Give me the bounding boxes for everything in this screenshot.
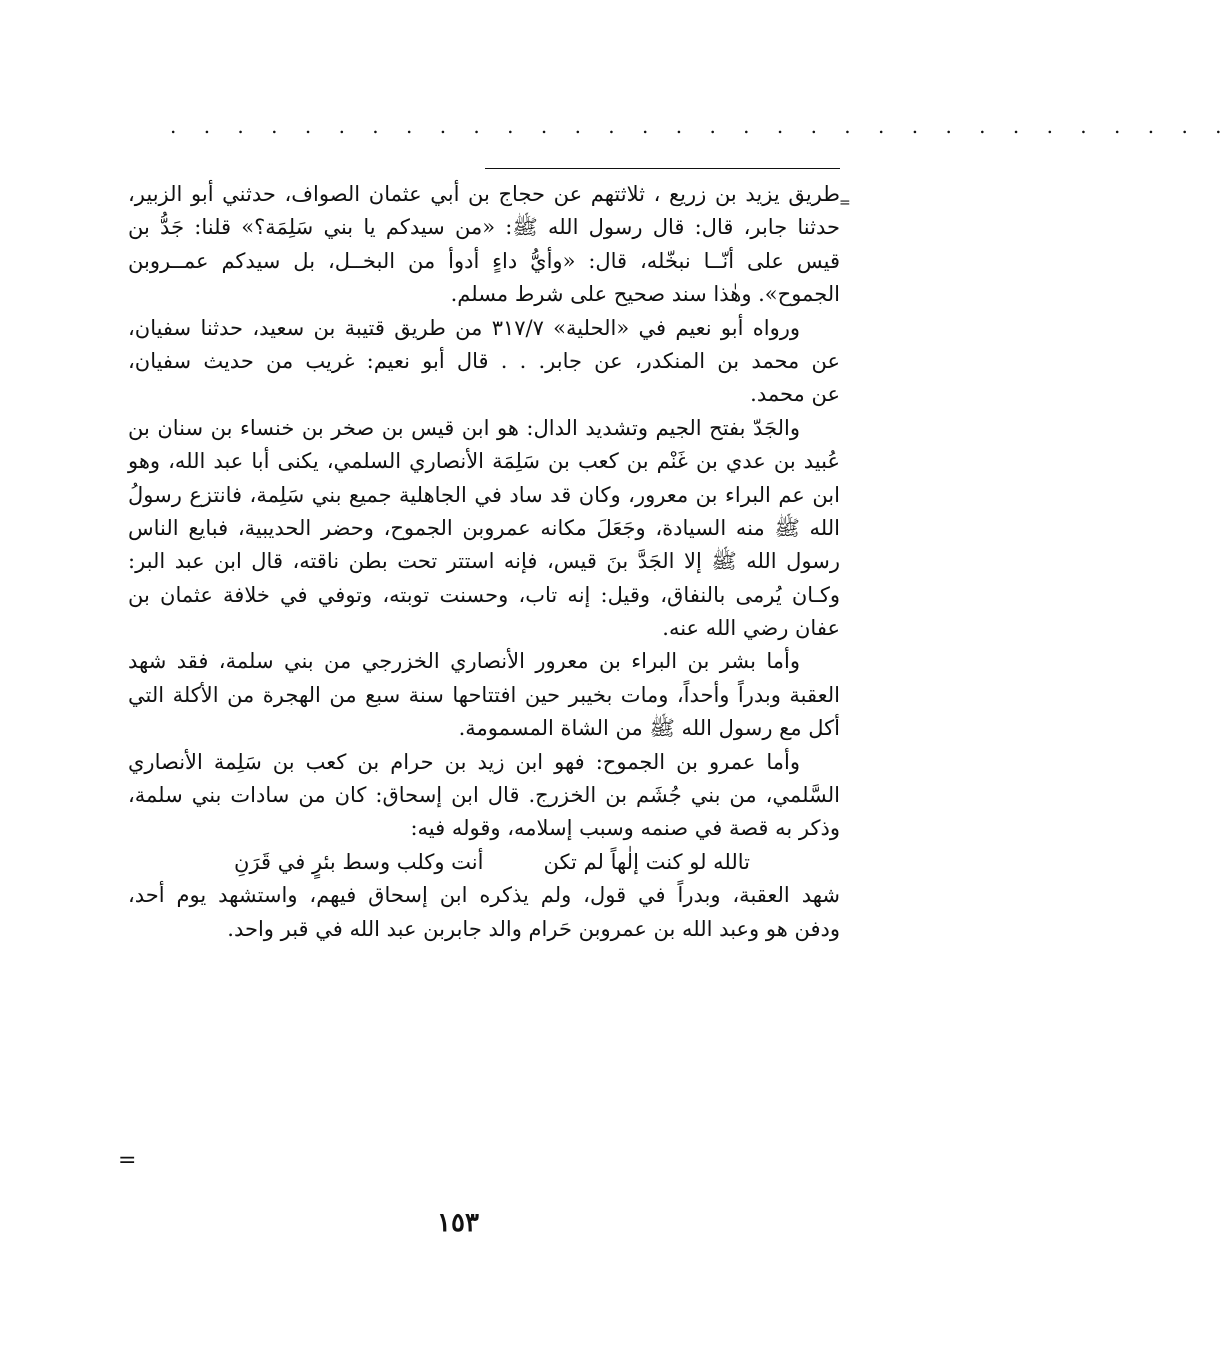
text-line: الله ﷺ منه السيادة، وجَعَلَ مكانه عمروبن الجموح، وحضر الحديبية، فبايع الناس (128, 515, 840, 540)
text-line: ودفن هو وعبد الله بن عمروبن حَرام والد جابربن عبد الله في قبر واحد. (227, 916, 840, 941)
text-line: الجموح». وهٰذا سند صحيح على شرط مسلم. (450, 282, 840, 307)
text-line: عفان رضي الله عنه. (662, 616, 840, 641)
text-line: وأما عمرو بن الجموح: فهو ابن زيد بن حرام بن كعب بن سَلِمة الأنصاري (128, 749, 800, 774)
text-line: قيس على أنّــا نبخّله، قال: «وأيُّ داءٍ أدوأ من البخــل، بل سيدكم عمــروبن (128, 248, 840, 273)
text-line: والجَدّ بفتح الجيم وتشديد الدال: هو ابن قيس بن صخر بن خنساء بن سنان بن (128, 415, 800, 440)
paragraph-amr (128, 746, 840, 846)
text-line: ورواه أبو نعيم في «الحلية» ٣١٧/٧ من طريق قتيبة بن سعيد، حدثنا سفيان، (128, 315, 800, 340)
text-line: وذكر به قصة في صنمه وسبب إسلامه، وقوله فيه: (410, 816, 840, 841)
page-number: ١٥٣ (437, 1208, 479, 1238)
footnote-text (128, 178, 840, 946)
text-line: حدثنا جابر، قال: قال رسول الله ﷺ: «من سيدكم يا بني سَلِمَة؟» قلنا: جَدُّ بن (128, 215, 840, 240)
text-line: العقبة وبدراً وأحداً، ومات بخيبر حين افتتاحها سنة سبع من الهجرة من الأكلة التي (128, 682, 840, 707)
verse-second-hemistich: أنت وكلب وسط بئرٍ في قَرَنِ (234, 849, 484, 874)
verse-first-hemistich: تالله لو كنت إلٰهاً لم تكن (543, 849, 750, 874)
poem-verse (128, 846, 840, 879)
text-line: عن محمد بن المنكدر، عن جابر. . . قال أبو نعيم: غريب من حديث سفيان، (128, 348, 840, 373)
text-line: وكـان يُرمى بالنفاق، وقيل: إنه تاب، وحسنت توبته، وتوفي في خلافة عثمان بن (128, 582, 840, 607)
text-line: ابن عم البراء بن معرور، وكان قد ساد في الجاهلية جميع بني سَلِمة، فانتزع رسولُ (128, 482, 840, 507)
continuation-mark-top: = (839, 195, 851, 211)
text-line: طريق يزيد بن زريع ، ثلاثتهم عن حجاج بن أبي عثمان الصواف، حدثني أبو الزبير، (128, 182, 840, 206)
text-line: عن محمد. (750, 382, 840, 407)
text-line: شهد العقبة، وبدراً في قول، ولم يذكره ابن إسحاق فيهم، واستشهد يوم أحد، (128, 883, 840, 908)
paragraph-bishr (128, 645, 840, 745)
text-line: رسول الله ﷺ إلا الجَدَّ بنَ قيس، فإنه استتر تحت بطن ناقته، قال ابن عبد البر: (128, 549, 840, 574)
paragraph-closing (128, 879, 840, 946)
text-line: أكل مع رسول الله ﷺ من الشاة المسمومة. (458, 716, 840, 741)
footnote-rule (485, 168, 840, 169)
text-line: السَّلمي، من بني جُشَم بن الخزرج. قال ابن إسحاق: كان من سادات بني سلمة، (128, 783, 840, 808)
text-line: عُبيد بن عدي بن غَنْم بن كعب بن سَلِمَة الأنصاري السلمي، يكنى أبا عبد الله، وهو (128, 449, 840, 474)
paragraph-abu-nuaym (128, 312, 840, 412)
text-line: وأما بشر بن البراء بن معرور الأنصاري الخزرجي من بني سلمة، فقد شهد (128, 649, 800, 674)
continuation-mark-bottom: = (118, 1148, 137, 1173)
paragraph-al-jadd (128, 412, 840, 646)
dotted-separator: . . . . . . . . . . . . . . . . . . . . . . . . . . . . . . . . (170, 114, 1232, 138)
paragraph-hadith (128, 178, 840, 312)
